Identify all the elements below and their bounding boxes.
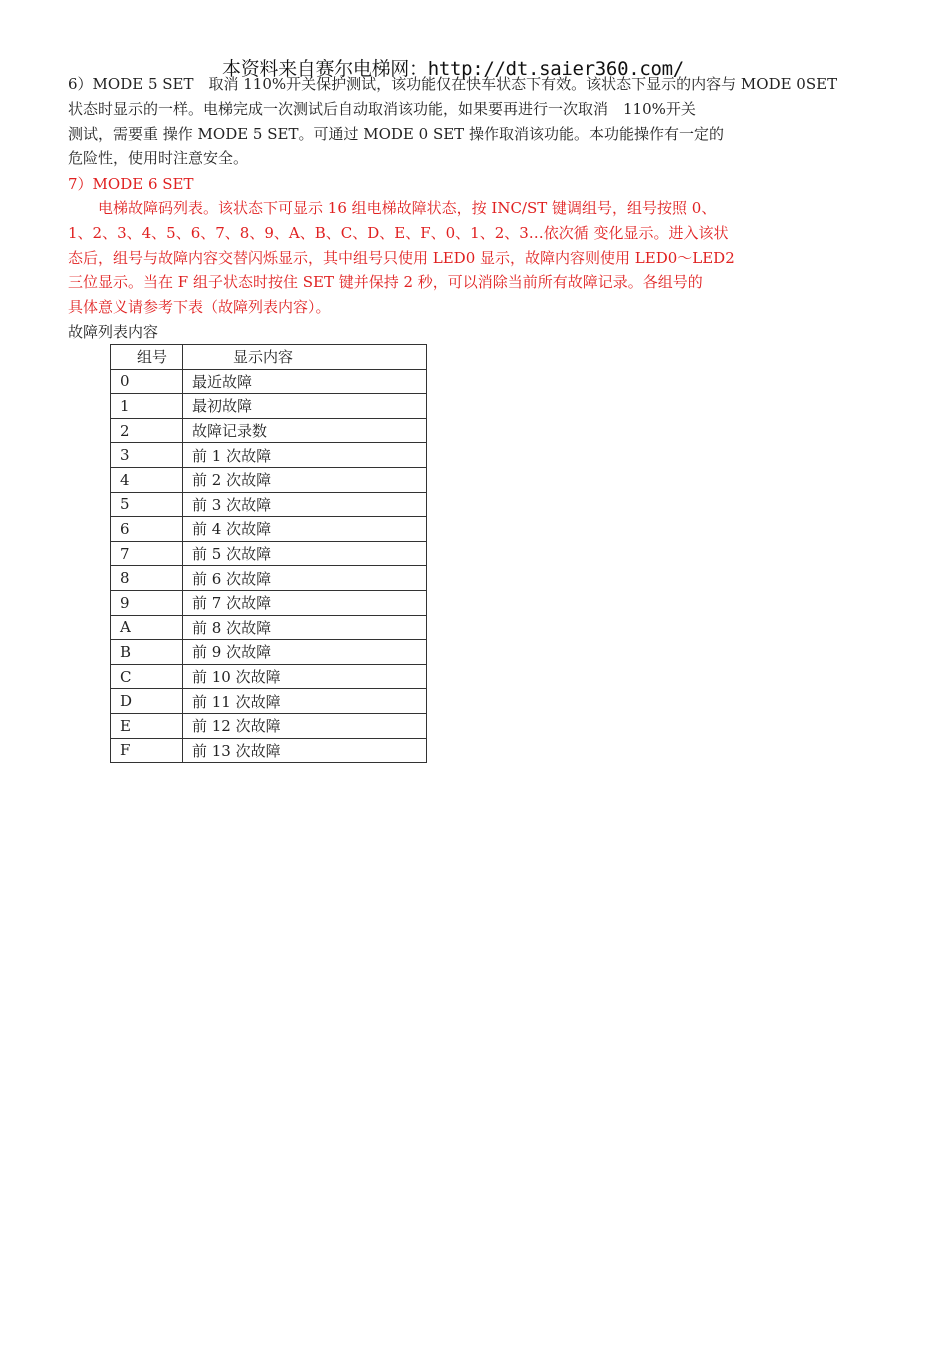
- display-content-cell: 前 3 次故障: [183, 492, 427, 517]
- group-number-cell: 4: [111, 467, 183, 492]
- mode6-heading: [68, 172, 898, 197]
- fault-list-table: [110, 344, 427, 763]
- display-content-cell: 前 7 次故障: [183, 590, 427, 615]
- group-number-cell: F: [111, 738, 183, 763]
- table-row: [111, 541, 427, 566]
- table-row: [111, 394, 427, 419]
- table-row: [111, 640, 427, 665]
- display-content-cell: 最初故障: [183, 394, 427, 419]
- group-number-cell: 2: [111, 418, 183, 443]
- table-row: [111, 590, 427, 615]
- group-number-cell: E: [111, 713, 183, 738]
- group-number-cell: D: [111, 689, 183, 714]
- table-row: [111, 467, 427, 492]
- group-number-cell: 8: [111, 566, 183, 591]
- table-row: [111, 517, 427, 542]
- group-number-cell: 1: [111, 394, 183, 419]
- table-caption: 故障列表内容: [68, 323, 159, 341]
- display-content-cell: 前 5 次故障: [183, 541, 427, 566]
- group-number-cell: C: [111, 664, 183, 689]
- group-number-cell: 6: [111, 517, 183, 542]
- group-number-cell: 7: [111, 541, 183, 566]
- table-row: [111, 664, 427, 689]
- display-content-cell: 前 11 次故障: [183, 689, 427, 714]
- table-row: [111, 713, 427, 738]
- group-number-cell: 5: [111, 492, 183, 517]
- display-content-cell: 故障记录数: [183, 418, 427, 443]
- mode5-paragraph: [68, 72, 898, 171]
- display-content-cell: 前 1 次故障: [183, 443, 427, 468]
- mode5-line: 6）MODE 5 SET 取消 110%开关保护测试，该功能仅在快车状态下有效。该状态下显示的内容与 MODE 0SET: [68, 75, 838, 93]
- table-body: [111, 369, 427, 763]
- table-row: [111, 492, 427, 517]
- table-row: [111, 689, 427, 714]
- display-content-cell: 前 6 次故障: [183, 566, 427, 591]
- group-number-cell: 0: [111, 369, 183, 394]
- group-number-cell: 3: [111, 443, 183, 468]
- table-row: [111, 369, 427, 394]
- mode6-line: 三位显示。当在 F 组子状态时按住 SET 键并保持 2 秒，可以消除当前所有故障记录。各组号的: [68, 273, 703, 292]
- mode6-line: 电梯故障码列表。该状态下可显示 16 组电梯故障状态，按 INC/ST 键调组号，组号按照 0、: [68, 199, 717, 217]
- display-content-cell: 前 4 次故障: [183, 517, 427, 542]
- mode6-heading-text: 7）MODE 6 SET: [68, 175, 194, 193]
- mode6-line: 1、2、3、4、5、6、7、8、9、A、B、C、D、E、F、0、1、2、3…依次循 变化显示。进入该状: [68, 223, 729, 242]
- group-number-cell: B: [111, 640, 183, 665]
- table-row: [111, 615, 427, 640]
- header-group-number: 组号: [111, 345, 183, 370]
- mode6-paragraph: [68, 196, 898, 320]
- display-content-cell: 前 2 次故障: [183, 467, 427, 492]
- display-content-cell: 最近故障: [183, 369, 427, 394]
- mode5-line: 测试，需要重 操作 MODE 5 SET。可通过 MODE 0 SET 操作取消该功能。本功能操作有一定的: [68, 124, 724, 143]
- mode6-line: 具体意义请参考下表（故障列表内容）。: [68, 298, 331, 317]
- table-header-row: [111, 345, 427, 370]
- table-row: [111, 418, 427, 443]
- table-row: [111, 443, 427, 468]
- mode6-line: 态后，组号与故障内容交替闪烁显示，其中组号只使用 LED0 显示，故障内容则使用 LED0～LED2: [68, 248, 735, 267]
- display-content-cell: 前 13 次故障: [183, 738, 427, 763]
- table-row: [111, 738, 427, 763]
- header-display-content: 显示内容: [183, 345, 427, 370]
- display-content-cell: 前 8 次故障: [183, 615, 427, 640]
- display-content-cell: 前 9 次故障: [183, 640, 427, 665]
- group-number-cell: A: [111, 615, 183, 640]
- display-content-cell: 前 10 次故障: [183, 664, 427, 689]
- mode5-line: 危险性，使用时注意安全。: [68, 149, 249, 168]
- table-row: [111, 566, 427, 591]
- display-content-cell: 前 12 次故障: [183, 713, 427, 738]
- mode5-line: 状态时显示的一样。电梯完成一次测试后自动取消该功能，如果要再进行一次取消 110%开关: [68, 99, 696, 118]
- group-number-cell: 9: [111, 590, 183, 615]
- source-watermark: 本资料来自赛尔电梯网：http://dt.saier360.com/: [222, 58, 684, 80]
